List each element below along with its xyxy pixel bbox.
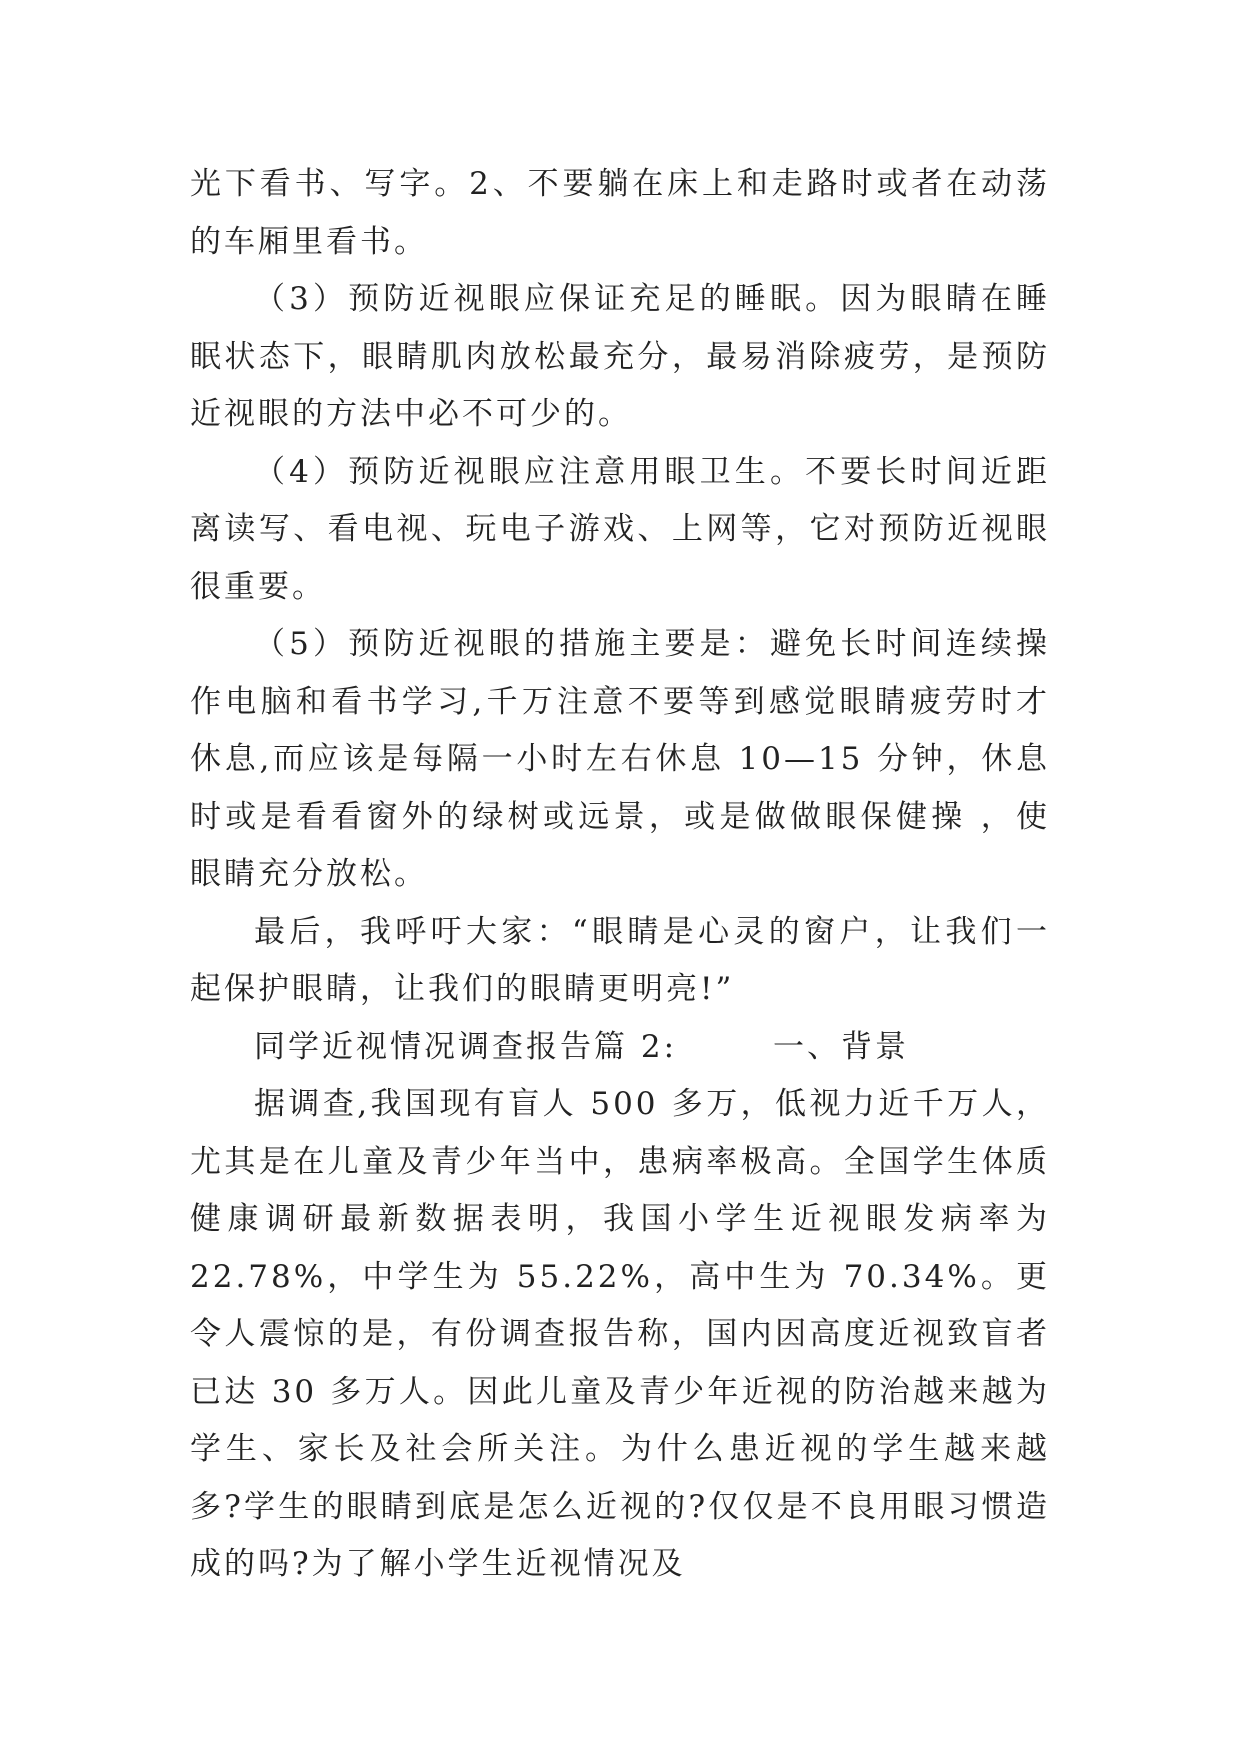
paragraph-continuation: 光下看书、写字。2、不要躺在床上和走路时或者在动荡的车厢里看书。	[190, 166, 1050, 260]
paragraph-eye-hygiene: （4）预防近视眼应注意用眼卫生。不要长时间近距离读写、看电视、玩电子游戏、上网等，它对预防近视眼很重要。	[190, 453, 1050, 605]
paragraph-sleep-advice: （3）预防近视眼应保证充足的睡眠。因为眼睛在睡眠状态下，眼睛肌肉放松最充分，最易消除疲劳，是预防近视眼的方法中必不可少的。	[190, 281, 1050, 432]
report-title: 同学近视情况调查报告篇 2:	[254, 1028, 678, 1065]
paragraph-background: 据调查,我国现有盲人 500 多万，低视力近千万人，尤其是在儿童及青少年当中，患病率极高。全国学生体质健康调研最新数据表明，我国小学生近视眼发病率为 22.78%，中学生为 55.22%，高中生为 70.34%。更令人震惊的是，有份调查报告称，国内因高度近视致盲者已达 30 多万人。因此儿童及青少年近视的防治越来越为学生、家长及社会所关注。为什么患近视的学生越来越多?学生的眼睛到底是怎么近视的?仅仅是不良用眼习惯造成的吗?为了解小学生近视情况及	[190, 1086, 1050, 1582]
report-heading	[190, 1019, 1050, 1077]
document-body	[190, 156, 1050, 1594]
section-title: 一、背景	[773, 1028, 910, 1065]
paragraph-closing-appeal: 最后，我呼吁大家：“眼睛是心灵的窗户，让我们一起保护眼睛，让我们的眼睛更明亮!”	[190, 913, 1050, 1007]
paragraph-prevention-measures: （5）预防近视眼的措施主要是：避免长时间连续操作电脑和看书学习,千万注意不要等到感觉眼睛疲劳时才休息,而应该是每隔一小时左右休息 10—15 分钟，休息时或是看看窗外的绿树或远景，或是做做眼保健操 ，使眼睛充分放松。	[190, 626, 1050, 892]
